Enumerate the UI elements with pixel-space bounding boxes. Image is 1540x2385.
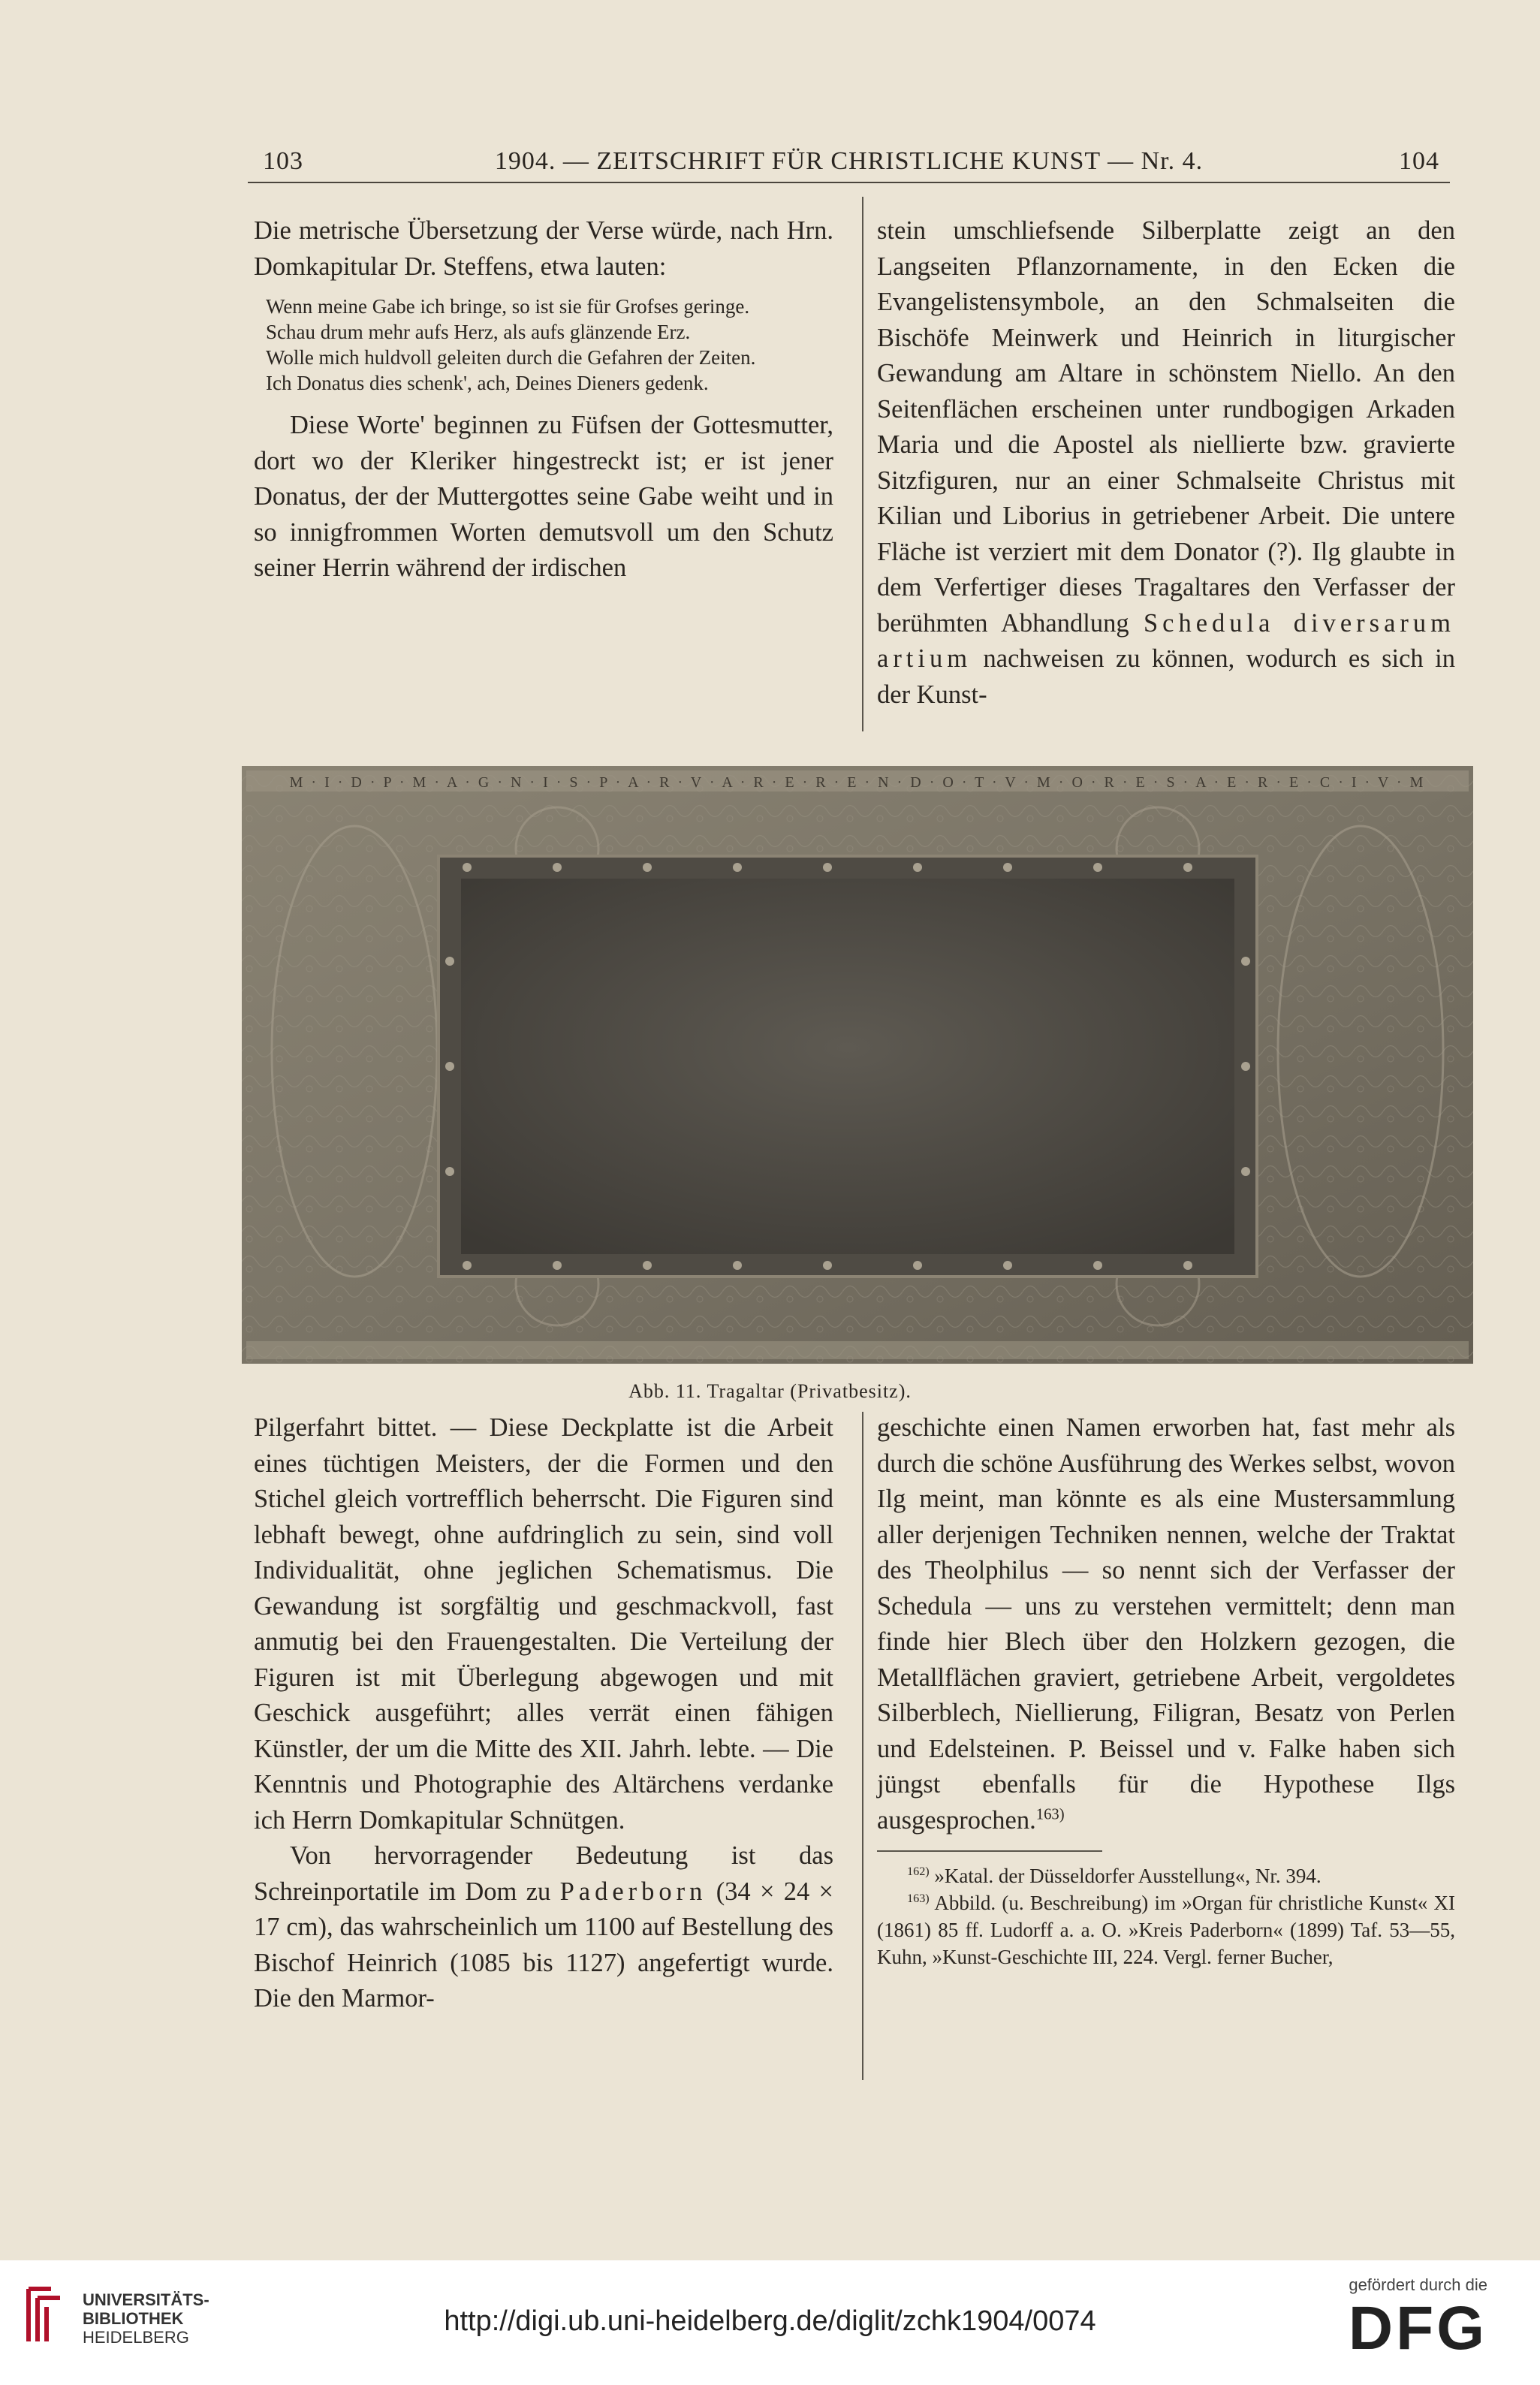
footnote-number: 162) (907, 1865, 930, 1878)
text-run: Von hervorragender Bedeutung ist das Schreinportatile im Dom zu (254, 1841, 833, 1906)
body-paragraph: Diese Worte' beginnen zu Füfsen der Gottesmutter, dort wo der Kleriker hingestreckt ist; er ist jener Donatus, der der Muttergottes seine Gabe weiht und in so innigfrommen Worten demutsvoll um den Schutz seiner Herrin während der irdischen (254, 411, 833, 582)
column-divider-top (862, 197, 863, 731)
intro-paragraph: Die metrische Übersetzung der Verse würde, nach Hrn. Domkapitular Dr. Steffens, etwa lauten: (254, 216, 833, 281)
footnote (877, 1862, 1455, 1889)
footnote (877, 1889, 1455, 1970)
dfg-logo: DFG (1348, 2294, 1487, 2362)
left-column-top (254, 213, 833, 586)
body-paragraph: Pilgerfahrt bittet. — Diese Deckplatte ist die Arbeit eines tüchtigen Meisters, der die Formen und den Stichel gleich vortrefflich beherrscht. Die Figuren sind lebhaft bewegt, ohne aufdringlich zu sein, sind voll Individualität, ohne jeglichen Schematismus. Die Gewandung ist sorgfältig und geschmackvoll, fast anmutig bei den Frauengestalten. Die Verteilung der Figuren ist mit Überlegung abgewogen und mit Geschick ausgeführt; alles verrät einen fähigen Künstler, der um die Mitte des XII. Jahrh. lebte. — Die Kenntnis und Photographie des Altärchens verdanke ich Herrn Domkapitular Schnütgen. (254, 1413, 833, 1835)
dfg-credit (1349, 2275, 1487, 2362)
footnote-number: 163) (907, 1892, 930, 1905)
library-name-line: BIBLIOTHEK (83, 2309, 184, 2328)
verse-line: Schau drum mehr aufs Herz, als aufs glänzende Erz. (266, 321, 691, 343)
permalink-url[interactable]: http://digi.ub.uni-heidelberg.de/diglit/zchk1904/0074 (444, 2305, 1096, 2337)
funded-by-label: gefördert durch die (1349, 2275, 1487, 2294)
library-name-line: UNIVERSITÄTS- (83, 2290, 209, 2309)
portable-altar-photo (242, 766, 1473, 1364)
verse-line: Ich Donatus dies schenk', ach, Deines Dieners gedenk. (266, 372, 709, 394)
text-run: (34 × 24 × 17 cm), das wahrscheinlich um 1100 auf Bestellung des Bischof Heinrich (1085 bis 1127) angefertigt wurde. Die den Marmor- (254, 1877, 834, 2013)
footnote-text: Abbild. (u. Beschreibung) im »Organ für christliche Kunst« XI (1861) 85 ff. Ludorff a. a. O. »Kreis Paderborn« (1899) Taf. 53—55, Kuhn, »Kunst-Geschichte III, 224. Vergl. ferner Bucher, (877, 1892, 1455, 1968)
body-paragraph (877, 1410, 1455, 1838)
body-paragraph (877, 213, 1455, 713)
verse-block (254, 294, 833, 396)
text-run: geschichte einen Namen erworben hat, fast mehr als durch die schöne Ausführung des Werkes selbst, wovon Ilg meint, man könnte es als eine Mustersammlung aller derjenigen Techniken nennen, welche der Traktat des Theolphilus — so nennt sich der Verfasser der Schedula — uns zu verstehen vermittelt; denn man finde hier Blech über den Holzkern gezogen, die Metallflächen graviert, getriebene Arbeit, vergoldetes Silberblech, Niellierung, Filigran, Besatz von Perlen und Edelsteinen. P. Beissel und v. Falke haben sich jüngst ebenfalls für die Hypothese Ilgs ausgesprochen. (877, 1413, 1455, 1835)
page-number-right: 104 (1399, 147, 1439, 175)
right-column-top (877, 213, 1455, 713)
column-divider-bottom (862, 1412, 863, 2080)
altar-illustration (242, 766, 1473, 1364)
text-run: stein umschliefsende Silberplatte zeigt an den Langseiten Pflanzornamente, in den Ecken die Evangelistensymbole, an den Schmalseiten die Bischöfe Meinwerk und Heinrich in liturgischer Gewandung am Altare in schönstem Niello. An den Seitenflächen erscheinen unter rundbogigen Arkaden Maria und die Apostel als niellierte bzw. gravierte Sitzfiguren, nur an einer Schmalseite Christus mit Kilian und Liborius in getriebener Arbeit. Die untere Fläche ist verziert mit dem Donator (?). Ilg glaubte in dem Verfertiger dieses Tragaltares den Verfasser der berühmten Abhandlung (877, 216, 1455, 638)
footnote-text: »Katal. der Düsseldorfer Ausstellung«, Nr. 394. (934, 1865, 1322, 1887)
right-column-bottom (877, 1410, 1455, 1970)
footnotes (877, 1862, 1455, 1970)
page-number-left: 103 (263, 147, 303, 175)
altar-inscription: M · I · D · P · M · A · G · N · I · S · P · A · R · V · A · R · E · R · E · N · D · O · T · V · M · O · R · E · S · A · E · R · E · C · I · V · M (289, 774, 1426, 791)
spaced-place-name: Paderborn (559, 1877, 707, 1906)
left-column-bottom (254, 1410, 833, 2017)
running-header (248, 147, 1450, 183)
running-title: 1904. — ZEITSCHRIFT FÜR CHRISTLICHE KUNST — Nr. 4. (494, 147, 1204, 175)
library-name-line: HEIDELBERG (83, 2328, 189, 2347)
body-paragraph (254, 1838, 833, 2017)
footnote-rule (877, 1850, 1102, 1852)
verse-line: Wenn meine Gabe ich bringe, so ist sie für Grofses geringe. (266, 295, 750, 318)
footnote-reference: 163) (1035, 1806, 1065, 1823)
verse-line: Wolle mich huldvoll geleiten durch die Gefahren der Zeiten. (266, 346, 756, 369)
library-footer (0, 2260, 1540, 2385)
text-run: nachweisen zu können, wodurch es sich in der Kunst- (877, 644, 1455, 709)
figure-caption: Abb. 11. Tragaltar (Privatbesitz). (628, 1380, 912, 1402)
spaced-title: Schedula diversarum artium (877, 608, 1455, 673)
